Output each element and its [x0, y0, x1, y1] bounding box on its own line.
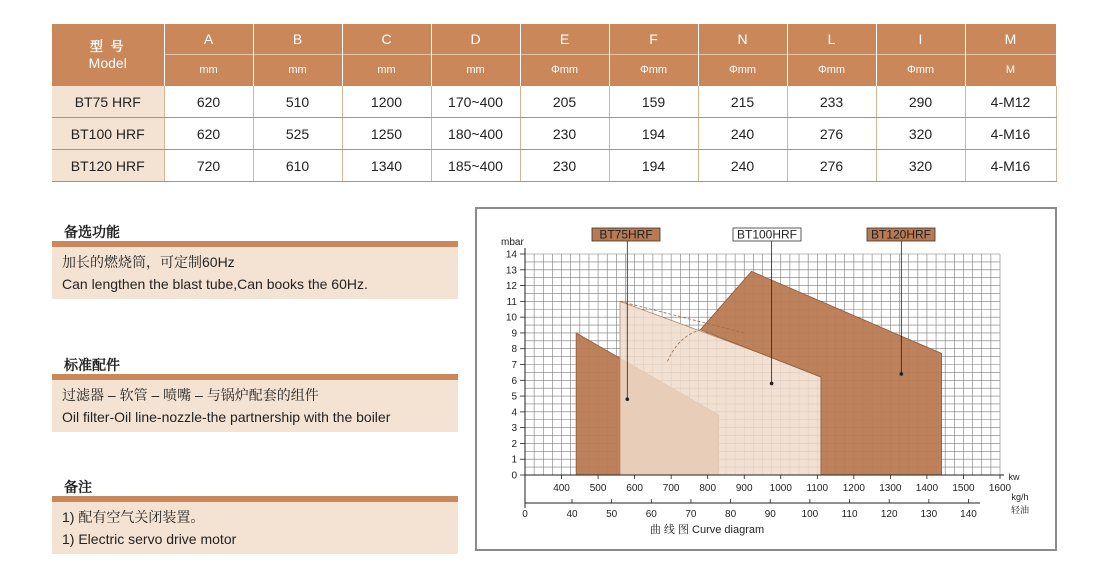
accessories-text-cn: 过滤器 – 软管 – 喷嘴 – 与锅炉配套的组件 — [62, 387, 319, 403]
x2-tick-label: 90 — [764, 509, 776, 520]
table-cell: 620 — [164, 118, 253, 150]
unit-header: Φmm — [698, 55, 787, 86]
remarks-section — [52, 478, 458, 554]
section-title: 标准配件 — [64, 357, 120, 373]
unit-header: Φmm — [609, 55, 698, 86]
table-cell: 4-M16 — [965, 118, 1056, 150]
section-body — [52, 247, 458, 299]
x-tick-label: 1600 — [988, 483, 1012, 494]
accessories-text-en: Oil filter-Oil line-nozzle-the partnership with the boiler — [62, 409, 391, 425]
legend-anchor-dot — [770, 382, 774, 386]
spec-unit-row — [52, 55, 1056, 86]
model-cell: BT75 HRF — [52, 86, 164, 118]
section-body — [52, 380, 458, 432]
spec-header-row — [52, 24, 1056, 55]
x2-tick-label: 100 — [801, 509, 819, 520]
legend-anchor-dot — [900, 372, 904, 376]
y-tick-label: 13 — [505, 265, 517, 277]
unit-header: Φmm — [520, 55, 609, 86]
x2-tick-label: 110 — [841, 509, 858, 520]
curve-diagram — [475, 207, 1057, 551]
x2-tick-label: 60 — [645, 509, 657, 520]
x2-tick-label: 80 — [725, 509, 737, 520]
table-cell: 276 — [787, 150, 876, 182]
table-cell: 610 — [253, 150, 342, 182]
table-cell: 230 — [520, 150, 609, 182]
table-cell: 240 — [698, 118, 787, 150]
table-cell: 320 — [876, 150, 965, 182]
x-tick-label: 900 — [735, 483, 753, 494]
spec-table — [52, 24, 1057, 182]
table-cell: 205 — [520, 86, 609, 118]
col-header: L — [787, 24, 876, 55]
unit-header: mm — [253, 55, 342, 86]
table-row — [52, 150, 1056, 182]
table-cell: 240 — [698, 150, 787, 182]
y-tick-label: 6 — [511, 375, 517, 387]
col-header: C — [342, 24, 431, 55]
remarks-text-en: 1) Electric servo drive motor — [62, 531, 237, 547]
y-tick-label: 5 — [511, 391, 517, 403]
unit-header: mm — [431, 55, 520, 86]
x-tick-label: 800 — [699, 483, 717, 494]
model-cell: BT120 HRF — [52, 150, 164, 182]
curve-chart-svg — [477, 209, 1055, 549]
options-text-en: Can lengthen the blast tube,Can books the 60Hz. — [62, 276, 368, 292]
section-body — [52, 502, 458, 554]
legend-anchor-dot — [626, 397, 630, 401]
x2-tick-label: 50 — [606, 509, 618, 520]
table-cell: 159 — [609, 86, 698, 118]
model-cell: BT100 HRF — [52, 118, 164, 150]
section-title: 备注 — [64, 479, 92, 495]
table-cell: 185~400 — [431, 150, 520, 182]
y-tick-label: 2 — [511, 438, 517, 450]
x-tick-label: 1000 — [769, 483, 792, 494]
col-header: M — [965, 24, 1056, 55]
unit-header: Φmm — [876, 55, 965, 86]
y-tick-label: 0 — [511, 470, 517, 482]
x-tick-label: 700 — [662, 483, 680, 494]
y-tick-label: 9 — [511, 328, 517, 340]
col-header: A — [164, 24, 253, 55]
table-cell: 194 — [609, 150, 698, 182]
table-cell: 4-M16 — [965, 150, 1056, 182]
y-tick-label: 11 — [506, 296, 517, 308]
section-title: 备选功能 — [64, 224, 120, 240]
model-header-en: Model — [88, 54, 127, 71]
table-cell: 276 — [787, 118, 876, 150]
x2-tick-label: 40 — [566, 509, 578, 520]
x2-tick-label: 140 — [960, 509, 977, 520]
x-tick-label: 500 — [589, 483, 607, 494]
col-header: I — [876, 24, 965, 55]
table-cell: 180~400 — [431, 118, 520, 150]
options-section — [52, 223, 458, 299]
x-tick-label: 1300 — [879, 483, 902, 494]
col-header: N — [698, 24, 787, 55]
table-cell: 1250 — [342, 118, 431, 150]
x-tick-label: 400 — [553, 483, 570, 494]
table-cell: 194 — [609, 118, 698, 150]
y-tick-label: 14 — [505, 249, 517, 261]
x-tick-label: 1200 — [842, 483, 865, 494]
model-header-cn: 型 号 — [89, 38, 126, 54]
table-row — [52, 118, 1056, 150]
legend-label: BT75HRF — [599, 227, 653, 242]
table-cell: 1340 — [342, 150, 431, 182]
table-cell: 233 — [787, 86, 876, 118]
table-cell: 1200 — [342, 86, 431, 118]
table-cell: 620 — [164, 86, 253, 118]
y-tick-label: 4 — [511, 407, 517, 419]
col-header: E — [520, 24, 609, 55]
table-cell: 290 — [876, 86, 965, 118]
table-cell: 4-M12 — [965, 86, 1056, 118]
x2-tick-label: 130 — [920, 509, 938, 520]
y-tick-label: 10 — [505, 312, 517, 324]
table-cell: 215 — [698, 86, 787, 118]
col-header: B — [253, 24, 342, 55]
table-cell: 170~400 — [431, 86, 520, 118]
remarks-text-cn: 1) 配有空气关闭装置。 — [62, 509, 205, 525]
x-tick-label: 600 — [626, 483, 643, 494]
x-tick-label: 1500 — [952, 483, 975, 494]
unit-header: mm — [164, 55, 253, 86]
legend-label: BT120HRF — [870, 227, 932, 242]
x2-axis-unit-label: kg/h — [1011, 492, 1029, 502]
x2-tick-label: 70 — [685, 509, 697, 520]
x2-tick-label: 120 — [880, 509, 898, 520]
options-text-cn: 加长的燃烧筒，可定制60Hz — [62, 254, 235, 270]
legend-label: BT100HRF — [736, 227, 798, 242]
y-tick-label: 12 — [505, 281, 517, 293]
unit-header: M — [965, 55, 1056, 86]
table-cell: 510 — [253, 86, 342, 118]
chart-caption: 曲 线 图 Curve diagram — [649, 524, 765, 536]
table-cell: 720 — [164, 150, 253, 182]
table-cell: 320 — [876, 118, 965, 150]
y-tick-label: 3 — [511, 423, 517, 435]
x2-tick-label: 0 — [522, 509, 528, 520]
table-cell: 230 — [520, 118, 609, 150]
x-tick-label: 1400 — [915, 483, 939, 494]
x-tick-label: 1100 — [806, 483, 829, 494]
table-cell: 525 — [253, 118, 342, 150]
y-axis-label: mbar — [501, 237, 524, 248]
table-row — [52, 86, 1056, 118]
unit-header: Φmm — [787, 55, 876, 86]
col-header: F — [609, 24, 698, 55]
col-header: D — [431, 24, 520, 55]
unit-header: mm — [342, 55, 431, 86]
model-header — [52, 24, 164, 86]
y-tick-label: 1 — [511, 454, 517, 466]
x2-axis-fuel-label: 轻油 — [1010, 505, 1030, 515]
accessories-section — [52, 356, 458, 432]
y-tick-label: 8 — [511, 344, 517, 356]
x-axis-label: kw — [1008, 472, 1020, 482]
y-tick-label: 7 — [511, 360, 517, 371]
